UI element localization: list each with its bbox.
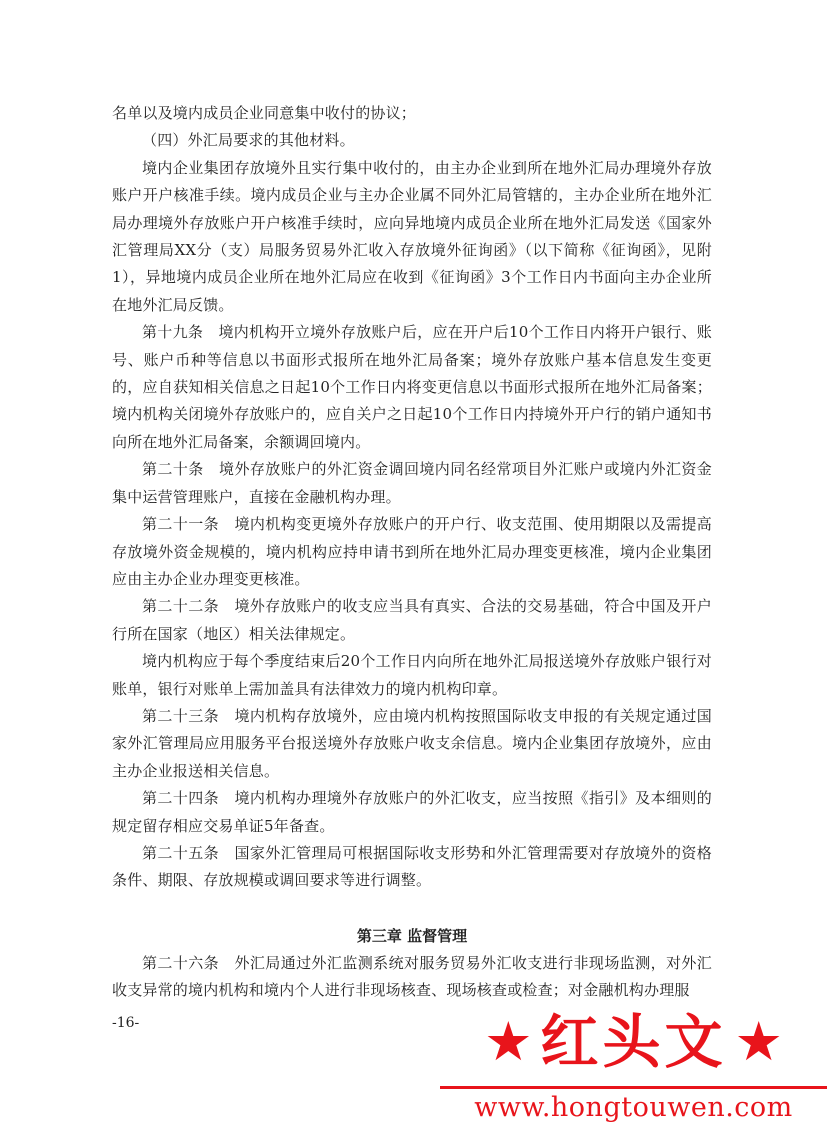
paragraph: 第二十一条 境内机构变更境外存放账户的开户行、收支范围、使用期限以及需提高存放境外资金规模的，境内机构应持申请书到所在地外汇局办理变更核准，境内企业集团应由主办企业办理变更核准。 [112, 515, 712, 588]
watermark-logo [440, 1000, 827, 1123]
paragraph: 第二十六条 外汇局通过外汇监测系统对服务贸易外汇收支进行非现场监测，对外汇收支异常的境内机构和境内个人进行非现场核查、现场核查或检查；对金融机构办理服 [112, 953, 712, 1000]
page-number: -16- [112, 1015, 140, 1031]
star-icon: ★ [484, 1010, 533, 1073]
paragraph: 第二十五条 国家外汇管理局可根据国际收支形势和外汇管理需要对存放境外的资格条件、期限、存放规模或调回要求等进行调整。 [112, 843, 712, 890]
document-body [112, 100, 712, 1005]
paragraph: 第二十三条 境内机构存放境外，应由境内机构按照国际收支申报的有关规定通过国家外汇管理局应用服务平台报送境外存放账户收支余信息。境内企业集团存放境外，应由主办企业报送相关信息。 [112, 706, 712, 780]
paragraph: 境内企业集团存放境外且实行集中收付的，由主办企业到所在地外汇局办理境外存放账户开户核准手续。境内成员企业与主办企业属不同外汇局管辖的，主办企业所在地外汇局办理境外存放账户开户核准手续时，应向异地境内成员企业所在地外汇局发送《国家外汇管理局XX分（支）局服务贸易外汇收入存放境外征询函》（以下简称《征询函》，见附1），异地境内成员企业所在地外汇局应在收到《征询函》3个工作日内书面向主办企业所在地外汇局反馈。 [112, 158, 712, 314]
paragraph: 境内机构应于每个季度结束后20个工作日内向所在地外汇局报送境外存放账户银行对账单，银行对账单上需加盖具有法律效力的境内机构印章。 [112, 652, 712, 698]
paragraph: 第二十二条 境外存放账户的收支应当具有真实、合法的交易基础，符合中国及开户行所在国家（地区）相关法律规定。 [112, 597, 712, 643]
star-icon: ★ [734, 1010, 783, 1073]
watermark-url: www.hongtouwen.com [474, 1092, 793, 1123]
paragraph: 第二十四条 境内机构办理境外存放账户的外汇收支，应当按照《指引》及本细则的规定留存相应交易单证5年备查。 [112, 789, 712, 835]
chapter-title: 第三章 监督管理 [356, 926, 468, 945]
paragraph: 第十九条 境内机构开立境外存放账户后，应在开户后10个工作日内将开户银行、账号、账户币种等信息以书面形式报所在地外汇局备案；境外存放账户基本信息发生变更的，应自获知相关信息之日起10个工作日内将变更信息以书面形式报所在地外汇局备案；境内机构关闭境外存放账户的，应自关户之日起10个工作日内持境外开户行的销户通知书向所在地外汇局备案，余额调回境内。 [112, 323, 712, 451]
watermark-title-text: 红头文 [540, 1008, 727, 1076]
paragraph-list-after-chapter [112, 950, 712, 1005]
paragraph-list [112, 100, 712, 895]
paragraph: 名单以及境内成员企业同意集中收付的协议； [112, 104, 417, 122]
watermark-title [440, 1002, 827, 1082]
watermark-divider [440, 1086, 827, 1089]
paragraph: （四）外汇局要求的其他材料。 [142, 131, 355, 150]
paragraph: 第二十条 境外存放账户的外汇资金调回境内同名经常项目外汇账户或境内外汇资金集中运营管理账户，直接在金融机构办理。 [112, 460, 712, 506]
